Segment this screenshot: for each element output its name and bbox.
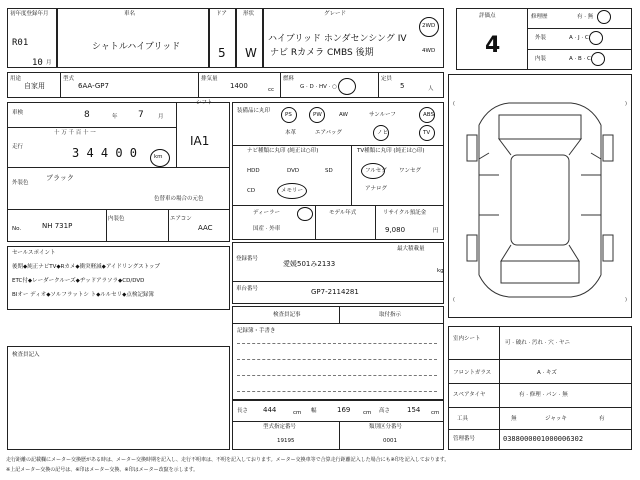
glass-options: A · キズ — [537, 370, 557, 376]
drive-2wd: 2WD — [422, 23, 436, 29]
record-label: 記録簿・手書き — [237, 328, 276, 334]
car-name-label: 車名 — [124, 11, 136, 17]
int-color-label: 内装色 — [108, 216, 125, 222]
tv-fullseg-circle — [361, 163, 385, 179]
first-reg-month: 10 — [32, 58, 43, 68]
doors-value: 5 — [218, 46, 226, 60]
capacity-label: 定員 — [381, 76, 393, 82]
color-label: 外装色 — [12, 180, 29, 186]
navi-sd: SD — [325, 168, 333, 174]
equip-leather: 本革 — [285, 130, 297, 136]
equipment-block — [232, 102, 444, 240]
inspection-year-unit: 年 — [112, 114, 118, 120]
first-registration-cell — [7, 8, 57, 68]
diagram-mark-tr: ) — [625, 101, 627, 107]
mileage-unit: km — [154, 154, 163, 160]
registration-block — [232, 242, 444, 304]
shift-value: IA1 — [190, 134, 210, 148]
height-value: 154 — [407, 406, 421, 414]
navi-hdd: HDD — [247, 168, 260, 174]
car-diagram-box — [448, 74, 632, 318]
sales-point-label: セールスポイント — [12, 250, 56, 256]
inspector-remarks-block — [232, 306, 444, 400]
dimensions-block — [232, 400, 444, 450]
inspection-month: 7 — [138, 110, 144, 120]
fuel-options: G · D · HV · ○ — [300, 84, 337, 90]
score-box — [456, 8, 632, 70]
navi-cd: CD — [247, 188, 256, 194]
sales-point-line2: ETC付◆レーダークルーズ◆ヂッドアラソラ◆CD/DVD — [12, 278, 145, 284]
inspection-year: 8 — [84, 110, 90, 120]
reg-no-value: 愛媛501み2133 — [283, 260, 336, 268]
color-value: ブラック — [46, 174, 74, 182]
width-unit: cm — [363, 410, 372, 416]
equip-ps: PS — [285, 112, 292, 118]
max-load-unit: kg — [437, 268, 444, 274]
length-value: 444 — [263, 406, 277, 414]
recycle-label: リサイクル預託金 — [383, 210, 427, 216]
capacity-unit: 人 — [428, 86, 434, 92]
tv-type-label: TV種類に丸印 (純正は○印) — [357, 148, 425, 154]
mileage-label: 走行 — [12, 144, 24, 150]
mileage-value: 3 4 4 0 0 — [72, 146, 138, 160]
parts-label: 取付指示 — [379, 312, 402, 318]
no-value: NH 731P — [42, 222, 73, 230]
tv-oneseg: ワンセグ — [399, 168, 422, 174]
model-label: 型式 — [63, 76, 75, 82]
equipment-label: 装備品に丸印 — [237, 108, 271, 114]
mileage-km-circle — [150, 149, 170, 167]
repair-label: 修理歴 — [531, 14, 548, 20]
equip-tv-circle — [419, 125, 435, 141]
first-reg-month-unit: 月 — [46, 60, 52, 66]
tv-fullseg: フルセグ — [365, 168, 387, 174]
right-condition-panel — [448, 326, 632, 450]
height-unit: cm — [431, 410, 440, 416]
aircon-value: AAC — [198, 224, 213, 232]
height-label: 高さ — [379, 408, 391, 414]
sales-point-line1: 後期◆純正ナビTV◆Rカメ◆衝突軽減◆アイドリングストップ — [12, 264, 161, 270]
model-value: 6AA-GP7 — [78, 82, 109, 90]
displacement-label: 排気量 — [201, 76, 218, 82]
car-name: シャトルハイブリッド — [92, 42, 181, 52]
serial-label: 型式指定番号 — [263, 424, 297, 430]
model-year-label: モデル年式 — [329, 210, 357, 216]
exterior-options: A · J · C — [569, 35, 589, 41]
displacement-value: 1400 — [230, 82, 248, 90]
equip-navi-circle — [373, 125, 389, 141]
sales-point-block — [7, 246, 230, 310]
dealer-circle — [297, 207, 313, 221]
first-reg-era: R01 — [12, 38, 29, 48]
tools-value: 無 — [511, 416, 517, 422]
inspector-notes-block — [7, 346, 230, 450]
navi-dvd: DVD — [287, 168, 300, 174]
grade-label: グレード — [324, 11, 347, 17]
recycle-unit: 円 — [433, 228, 439, 234]
navi-type-label: ナビ種類に丸印 (純正は○印) — [247, 148, 319, 154]
displacement-unit: cc — [268, 87, 275, 93]
diagram-mark-tl: ( — [453, 101, 455, 107]
dealer-label: ディーラー — [253, 210, 281, 216]
mileage-digits-label: 十 万 千 百 十 一 — [54, 130, 96, 136]
chassis-value: GP7-2114281 — [311, 288, 359, 296]
recycle-value: 9,080 — [385, 226, 406, 234]
interior-label: 内装 — [535, 56, 547, 62]
equip-sunroof: サンルーフ — [369, 112, 396, 118]
mgmt-label: 管理番号 — [453, 436, 476, 442]
no-label: No. — [12, 226, 22, 232]
shape-value: W — [245, 46, 257, 60]
grade-line1: ハイブリッド ホンダセンシング IV — [268, 34, 407, 44]
spare-options: 有 · 修理 · パン · 無 — [519, 392, 568, 398]
car-name-cell — [57, 8, 209, 68]
doors-cell — [209, 8, 236, 68]
equip-airbag: エアバッグ — [315, 130, 343, 136]
width-value: 169 — [337, 406, 351, 414]
equip-pw-circle — [309, 107, 325, 123]
doors-label: ドア — [216, 11, 227, 17]
capacity-value: 5 — [400, 82, 405, 90]
width-label: 幅 — [311, 408, 317, 414]
sales-point-line3: BIオー ディオ◆ソルフラットシ ト◆ルルセリ◆点検記録簿 — [12, 292, 154, 298]
inspection-block — [7, 102, 230, 242]
score-value: 4 — [485, 33, 501, 58]
grade-line2: ナビ Rカメラ CMBS 後期 — [270, 48, 374, 58]
footer-line2: ※上記メーター交換の記号は、※印はメーター交換、※印はメーター改竄を示します。 — [6, 467, 199, 473]
grade-cell — [263, 8, 444, 68]
inspector-notes-label: 検査員記入 — [12, 352, 40, 358]
serial-value: 19195 — [277, 438, 295, 444]
jack-label: ジャッキ — [545, 416, 567, 422]
interior-circle — [591, 52, 605, 66]
shape-label: 形状 — [243, 11, 255, 17]
use-row — [7, 72, 444, 98]
inspector-remarks-label: 検査員記事 — [273, 312, 301, 318]
car-diagram — [449, 75, 631, 317]
repair-circle — [597, 10, 611, 24]
equip-pw: PW — [313, 112, 322, 118]
equip-abs-circle — [419, 107, 435, 123]
length-unit: cm — [293, 410, 302, 416]
mgmt-value: 0388000001000006302 — [503, 435, 584, 443]
fuel-label: 燃料 — [283, 76, 295, 82]
use-value: 自家用 — [24, 82, 45, 90]
chassis-label: 車台番号 — [236, 286, 259, 292]
seat-options: 可 · 破れ · 汚れ · 穴 · ヤニ — [505, 340, 570, 346]
shift-label: シフト — [196, 100, 213, 106]
spare-label: スペアタイヤ — [453, 392, 486, 398]
equip-aw: AW — [339, 112, 348, 118]
footer-line1: 走行距離の記載欄にメーター交換歴がある時は、メーター交換時期を記入し、走行不明車は、不明を記入しております。メーター交換車等で合算走行距離記入した場合にも※印を記入しております。 — [6, 457, 450, 463]
use-label: 用途 — [10, 76, 22, 82]
diagram-mark-br: ) — [625, 297, 627, 303]
shape-cell — [236, 8, 263, 68]
equip-navi: ノヒ — [377, 130, 389, 136]
tv-analog: アナログ — [365, 186, 388, 192]
class-label: 類別区分番号 — [369, 424, 403, 430]
diagram-mark-bl: ( — [453, 297, 455, 303]
interior-options: A · B · C — [569, 56, 591, 62]
fuel-hv-circle — [338, 78, 356, 95]
aircon-label: エアコン — [170, 216, 192, 222]
equip-abs: ABS — [423, 112, 434, 118]
score-label: 評価点 — [479, 13, 496, 19]
length-label: 長さ — [237, 408, 249, 414]
equip-tv: TV — [423, 130, 431, 136]
navi-memory: メモリー — [281, 188, 304, 194]
drive-4wd: 4WD — [422, 48, 436, 54]
tools-label: 工具 — [457, 416, 469, 422]
repair-options: 有 · 無 — [577, 14, 594, 20]
max-load-label: 最大積載量 — [397, 246, 425, 252]
seat-label: 室内シート — [453, 336, 481, 342]
inspection-month-unit: 月 — [158, 114, 164, 120]
inspection-label: 車検 — [12, 110, 24, 116]
jack-value: 有 — [599, 416, 605, 422]
first-reg-label: 初年度登録年月 — [10, 11, 49, 17]
navi-memory-circle — [277, 183, 307, 199]
reg-no-label: 登録番号 — [236, 256, 259, 262]
color-note: 色替車の場合の元色 — [154, 196, 204, 202]
exterior-circle — [589, 31, 603, 45]
class-value: 0001 — [383, 438, 397, 444]
dealer-options: 国産 · 外車 — [253, 226, 281, 232]
equip-ps-circle — [281, 107, 297, 123]
exterior-label: 外装 — [535, 35, 547, 41]
glass-label: フロントガラス — [453, 370, 492, 376]
